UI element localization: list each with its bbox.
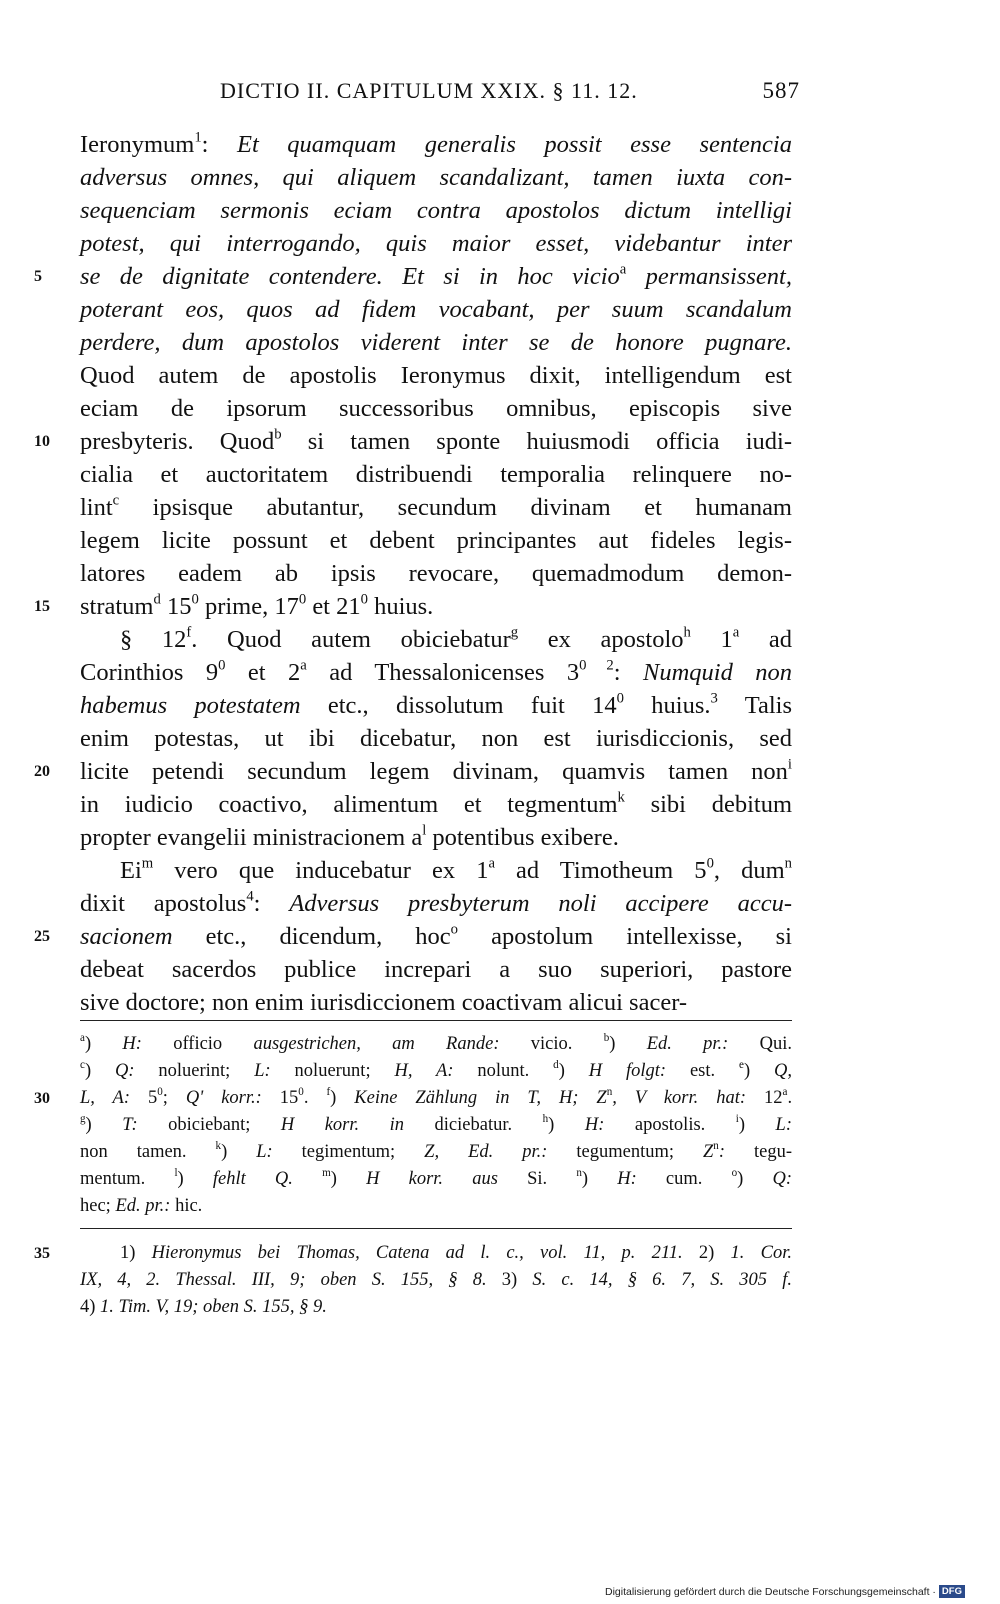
footnote-marker: 0 bbox=[298, 591, 307, 608]
main-text bbox=[34, 128, 793, 1019]
source-line bbox=[80, 1267, 792, 1294]
text-line bbox=[80, 458, 792, 491]
text-line bbox=[80, 821, 792, 854]
text-run: tegimentum; bbox=[272, 1142, 425, 1162]
footnote-marker: b bbox=[274, 426, 282, 443]
text-run: Ei bbox=[120, 857, 142, 884]
text-line bbox=[80, 128, 792, 161]
text-run: ) bbox=[737, 1169, 773, 1189]
text-run: et 21 bbox=[306, 593, 361, 620]
footnote-marker: g bbox=[510, 624, 519, 641]
text-run: ; bbox=[162, 1088, 186, 1108]
text-run: 2) bbox=[682, 1243, 731, 1263]
text-run: 15 bbox=[261, 1088, 299, 1108]
footnote-marker: c bbox=[112, 492, 120, 509]
text-run: : bbox=[201, 131, 237, 158]
text-line bbox=[80, 392, 792, 425]
text-run: ) bbox=[221, 1142, 257, 1162]
text-run: vero que inducebatur ex 1 bbox=[153, 857, 489, 884]
text-run: non tamen. bbox=[80, 1142, 216, 1162]
italic-text: Q: bbox=[114, 1061, 135, 1081]
text-line bbox=[80, 623, 792, 656]
text-line bbox=[34, 425, 792, 458]
text-run: etc., dissolutum fuit 14 bbox=[300, 692, 617, 719]
footnote-marker: 1 bbox=[194, 129, 202, 146]
text-run: potentibus exibere. bbox=[426, 824, 619, 851]
italic-text: Q, bbox=[774, 1061, 792, 1081]
italic-text: IX, 4, 2. Thessal. III, 9; oben S. 155, § 8. bbox=[80, 1270, 487, 1290]
line-number: 15 bbox=[34, 598, 50, 615]
italic-text: 1. Cor. bbox=[730, 1243, 792, 1263]
text-run: ad bbox=[739, 626, 793, 653]
text-run: , dum bbox=[713, 857, 785, 884]
text-run: eciam de ipsorum successoribus omnibus, episcopis sive bbox=[80, 395, 792, 422]
footnote-marker: h bbox=[542, 1113, 549, 1126]
apparatus-line bbox=[80, 1031, 792, 1058]
text-run: sibi debitum bbox=[624, 791, 792, 818]
text-line bbox=[80, 722, 792, 755]
footnote-marker: 0 bbox=[616, 690, 624, 707]
text-run: legem licite possunt et debent principantes aut fideles legis- bbox=[80, 527, 792, 554]
footnote-marker: l bbox=[174, 1167, 178, 1180]
source-line bbox=[80, 1294, 792, 1321]
text-run: stratum bbox=[80, 593, 154, 620]
source-notes bbox=[34, 1240, 792, 1321]
dfg-logo: DFG bbox=[939, 1585, 965, 1598]
text-run: ) bbox=[330, 1169, 367, 1189]
italic-text: Ed. pr.: bbox=[115, 1196, 171, 1216]
footnote-marker: d bbox=[153, 591, 161, 608]
text-run: dixit apostolus bbox=[80, 890, 247, 917]
text-run: ) bbox=[738, 1115, 776, 1135]
text-run: Talis bbox=[717, 692, 793, 719]
text-run: ad Timotheum 5 bbox=[494, 857, 707, 884]
footnote-marker: 0 bbox=[218, 657, 226, 674]
text-run: ) bbox=[84, 1061, 115, 1081]
footnote-marker: a bbox=[80, 1032, 85, 1045]
text-run: etc., dicendum, hoc bbox=[172, 923, 451, 950]
footnote-marker: k bbox=[215, 1140, 222, 1153]
text-run: ) bbox=[85, 1115, 123, 1135]
footnote-marker: c bbox=[80, 1059, 85, 1072]
italic-text: H korr. in bbox=[280, 1115, 405, 1135]
footnote-marker: 0 bbox=[360, 591, 368, 608]
text-run: presbyteris. Quod bbox=[80, 428, 275, 455]
footnote-marker: a bbox=[732, 624, 740, 641]
footnote-marker: 3 bbox=[710, 690, 718, 707]
text-run: lint bbox=[80, 494, 113, 521]
text-run: prime, 17 bbox=[198, 593, 299, 620]
text-line bbox=[80, 194, 792, 227]
footnote-marker: 0 bbox=[298, 1086, 304, 1099]
text-run: hic. bbox=[170, 1196, 203, 1216]
italic-text: H: bbox=[617, 1169, 637, 1189]
italic-text: T: bbox=[122, 1115, 138, 1135]
text-line bbox=[80, 788, 792, 821]
footnote-marker: l bbox=[422, 822, 427, 839]
footnote-marker: i bbox=[735, 1113, 739, 1126]
text-run: ) bbox=[177, 1169, 213, 1189]
text-run: . bbox=[303, 1088, 327, 1108]
text-run: apostolis. bbox=[604, 1115, 736, 1135]
text-run: 1 bbox=[690, 626, 733, 653]
apparatus-line bbox=[80, 1166, 792, 1193]
source-line bbox=[34, 1240, 792, 1267]
text-line bbox=[80, 854, 792, 887]
text-run: ex apostolo bbox=[518, 626, 684, 653]
line-number: 25 bbox=[34, 928, 50, 945]
italic-text: ausgestrichen, am Rande: bbox=[253, 1034, 500, 1054]
footnote-marker: m bbox=[322, 1167, 331, 1180]
footnote-marker: a bbox=[300, 657, 307, 674]
line-number: 30 bbox=[34, 1090, 50, 1107]
text-run: huius. bbox=[624, 692, 711, 719]
footnote-marker: o bbox=[731, 1167, 738, 1180]
text-run: ) bbox=[609, 1034, 647, 1054]
line-number: 35 bbox=[34, 1245, 50, 1262]
text-run: ) bbox=[558, 1061, 589, 1081]
text-run: ipsisque abutantur, secundum divinam et humanam bbox=[119, 494, 792, 521]
text-run: 4) bbox=[80, 1297, 101, 1317]
text-run: latores eadem ab ipsis revocare, quemadmodum demon- bbox=[80, 560, 792, 587]
italic-text: perdere, dum apostolos viderent inter se de honore pugnare. bbox=[80, 329, 792, 356]
text-line bbox=[80, 293, 792, 326]
footnote-marker: k bbox=[617, 789, 625, 806]
text-line bbox=[80, 689, 792, 722]
footnote-marker: 0 bbox=[157, 1086, 163, 1099]
text-line bbox=[80, 227, 792, 260]
italic-text: 1. Tim. V, 19; oben S. 155, § 9. bbox=[100, 1297, 327, 1317]
text-run: Si. bbox=[497, 1169, 577, 1189]
text-run: obiciebant; bbox=[137, 1115, 281, 1135]
text-line bbox=[80, 887, 792, 920]
footnote-marker: a bbox=[488, 855, 495, 872]
text-line bbox=[80, 524, 792, 557]
footnote-marker: n bbox=[784, 855, 792, 872]
italic-text: Z, Ed. pr.: bbox=[424, 1142, 548, 1162]
text-run: ) bbox=[548, 1115, 585, 1135]
italic-text: Keine Zählung in T, H; Z bbox=[354, 1088, 607, 1108]
text-line bbox=[34, 755, 792, 788]
italic-text: Q: bbox=[772, 1169, 792, 1189]
text-run: Quod autem de apostolis Ieronymus dixit, intelligendum est bbox=[80, 362, 792, 389]
text-line bbox=[34, 920, 792, 953]
text-run: nolunt. bbox=[453, 1061, 554, 1081]
italic-text: Ed. pr.: bbox=[646, 1034, 729, 1054]
footnote-marker: n bbox=[576, 1167, 582, 1180]
text-run: ) bbox=[330, 1088, 355, 1108]
sources-rule bbox=[80, 1228, 792, 1229]
digitization-credit bbox=[605, 1584, 995, 1600]
footnote-marker: a bbox=[782, 1086, 788, 1099]
text-run: noluerunt; bbox=[270, 1061, 395, 1081]
text-run: ) bbox=[84, 1034, 123, 1054]
text-run: propter evangelii ministracionem a bbox=[80, 824, 423, 851]
text-line bbox=[80, 491, 792, 524]
italic-text: fehlt Q. bbox=[212, 1169, 293, 1189]
italic-text: , V korr. hat: bbox=[612, 1088, 747, 1108]
footnote-marker: a bbox=[619, 261, 627, 278]
text-run: tegumentum; bbox=[547, 1142, 703, 1162]
italic-text: poterant eos, quos ad fidem vocabant, per suum scandalum bbox=[80, 296, 792, 323]
italic-text: potest, qui interrogando, quis maior esset, videbantur inter bbox=[80, 230, 792, 257]
italic-text: permansissent, bbox=[626, 263, 792, 290]
text-run: sive doctore; non enim iurisdiccionem coactivam alicui sacer- bbox=[80, 989, 688, 1016]
italic-text: L: bbox=[256, 1142, 273, 1162]
apparatus-rule bbox=[80, 1020, 792, 1021]
italic-text: Z bbox=[703, 1142, 714, 1162]
footnote-marker: g bbox=[80, 1113, 86, 1126]
footnote-marker: o bbox=[450, 921, 459, 938]
footnote-marker: 0 bbox=[706, 855, 714, 872]
italic-text: sequenciam sermonis eciam contra apostolos dictum intelligi bbox=[80, 197, 792, 224]
italic-text: adversus omnes, qui aliquem scandalizant, tamen iuxta con- bbox=[80, 164, 792, 191]
text-run: § 12 bbox=[120, 626, 187, 653]
text-run: 3) bbox=[486, 1270, 533, 1290]
text-run: vicio. bbox=[499, 1034, 604, 1054]
footnote-marker: 0 2 bbox=[579, 657, 614, 674]
italic-text: : bbox=[718, 1142, 726, 1162]
text-run: et 2 bbox=[225, 659, 301, 686]
footnote-marker: f bbox=[326, 1086, 331, 1099]
italic-text: L, A: bbox=[80, 1088, 131, 1108]
footnote-marker: 0 bbox=[191, 591, 199, 608]
text-line bbox=[80, 986, 792, 1019]
apparatus-line bbox=[80, 1058, 792, 1085]
footnote-marker: n bbox=[606, 1086, 613, 1099]
text-line bbox=[80, 953, 792, 986]
text-run: 12 bbox=[746, 1088, 783, 1108]
italic-text: se de dignitate contendere. Et si in hoc vicio bbox=[80, 263, 620, 290]
text-run: apostolum intellexisse, si bbox=[458, 923, 792, 950]
line-number: 20 bbox=[34, 763, 50, 780]
footnote-marker: f bbox=[186, 624, 192, 641]
italic-text: S. c. 14, § 6. 7, S. 305 f. bbox=[532, 1270, 792, 1290]
italic-text: Hieronymus bei Thomas, Catena ad l. c., vol. 11, p. 211. bbox=[151, 1243, 683, 1263]
line-number: 10 bbox=[34, 433, 50, 450]
credit-text: Digitalisierung gefördert durch die Deutsche Forschungsgemeinschaft · bbox=[605, 1586, 936, 1598]
text-run: diciebatur. bbox=[404, 1115, 543, 1135]
italic-text: H: bbox=[122, 1034, 142, 1054]
italic-text: habemus potestatem bbox=[80, 692, 301, 719]
text-run: 5 bbox=[130, 1088, 158, 1108]
text-line bbox=[34, 590, 792, 623]
apparatus-line bbox=[80, 1112, 792, 1139]
text-line bbox=[80, 326, 792, 359]
apparatus-line bbox=[80, 1193, 792, 1220]
text-run bbox=[293, 1169, 322, 1189]
text-run: Ieronymum bbox=[80, 131, 195, 158]
text-run: huius. bbox=[367, 593, 434, 620]
text-run: cialia et auctoritatem distribuendi temporalia relinquere no- bbox=[80, 461, 792, 488]
text-line bbox=[80, 557, 792, 590]
text-run: : bbox=[613, 659, 643, 686]
text-run: mentum. bbox=[80, 1169, 175, 1189]
italic-text: L: bbox=[775, 1115, 792, 1135]
text-run: : bbox=[253, 890, 290, 917]
italic-text: H: bbox=[584, 1115, 605, 1135]
text-line bbox=[80, 359, 792, 392]
text-run: Corinthios 9 bbox=[80, 659, 219, 686]
text-run: in iudicio coactivo, alimentum et tegmentum bbox=[80, 791, 618, 818]
italic-text: Et quamquam generalis possit esse sentencia bbox=[237, 131, 792, 158]
italic-text: H folgt: bbox=[588, 1061, 667, 1081]
text-run: 15 bbox=[160, 593, 192, 620]
apparatus-line bbox=[34, 1085, 793, 1112]
text-run: Qui. bbox=[728, 1034, 793, 1054]
text-run: noluerint; bbox=[134, 1061, 255, 1081]
footnote-marker: i bbox=[787, 756, 792, 773]
text-run: enim potestas, ut ibi dicebatur, non est iurisdiccionis, sed bbox=[80, 725, 792, 752]
text-run: 1) bbox=[120, 1243, 152, 1263]
italic-text: L: bbox=[254, 1061, 271, 1081]
italic-text: H korr. aus bbox=[366, 1169, 498, 1189]
line-number: 5 bbox=[34, 268, 42, 285]
page-number: 587 bbox=[762, 78, 800, 103]
footnote-marker: d bbox=[553, 1059, 559, 1072]
text-run: licite petendi secundum legem divinam, quamvis tamen non bbox=[80, 758, 788, 785]
text-line bbox=[80, 656, 792, 689]
italic-text: Q' korr.: bbox=[185, 1088, 262, 1108]
text-run: ) bbox=[743, 1061, 774, 1081]
text-run: ad Thessalonicenses 3 bbox=[306, 659, 580, 686]
text-run: tegu- bbox=[725, 1142, 793, 1162]
apparatus-line bbox=[80, 1139, 792, 1166]
italic-text: Adversus presbyterum noli accipere accu- bbox=[289, 890, 793, 917]
text-run: si tamen sponte huiusmodi officia iudi- bbox=[281, 428, 792, 455]
footnote-marker: m bbox=[141, 855, 154, 872]
critical-apparatus bbox=[34, 1031, 793, 1220]
running-title: DICTIO II. CAPITULUM XXIX. § 11. 12. bbox=[220, 78, 638, 103]
text-run: . Quod autem obiciebatur bbox=[191, 626, 511, 653]
text-run: . bbox=[787, 1088, 793, 1108]
footnote-marker: 4 bbox=[246, 888, 254, 905]
text-run: cum. bbox=[636, 1169, 732, 1189]
footnote-marker: n bbox=[713, 1140, 719, 1153]
text-run: hec; bbox=[80, 1196, 116, 1216]
text-line bbox=[80, 161, 792, 194]
italic-text: H, A: bbox=[394, 1061, 454, 1081]
footnote-marker: e bbox=[739, 1059, 744, 1072]
footnote-marker: b bbox=[603, 1032, 610, 1045]
italic-text: sacionem bbox=[80, 923, 173, 950]
italic-text: Numquid non bbox=[642, 659, 792, 686]
text-line bbox=[34, 260, 792, 293]
text-run: officio bbox=[141, 1034, 254, 1054]
running-head bbox=[80, 74, 800, 108]
footnote-marker: h bbox=[683, 624, 691, 641]
text-run: est. bbox=[666, 1061, 740, 1081]
text-run: ) bbox=[581, 1169, 618, 1189]
text-run: debeat sacerdos publice increpari a suo superiori, pastore bbox=[80, 956, 792, 983]
